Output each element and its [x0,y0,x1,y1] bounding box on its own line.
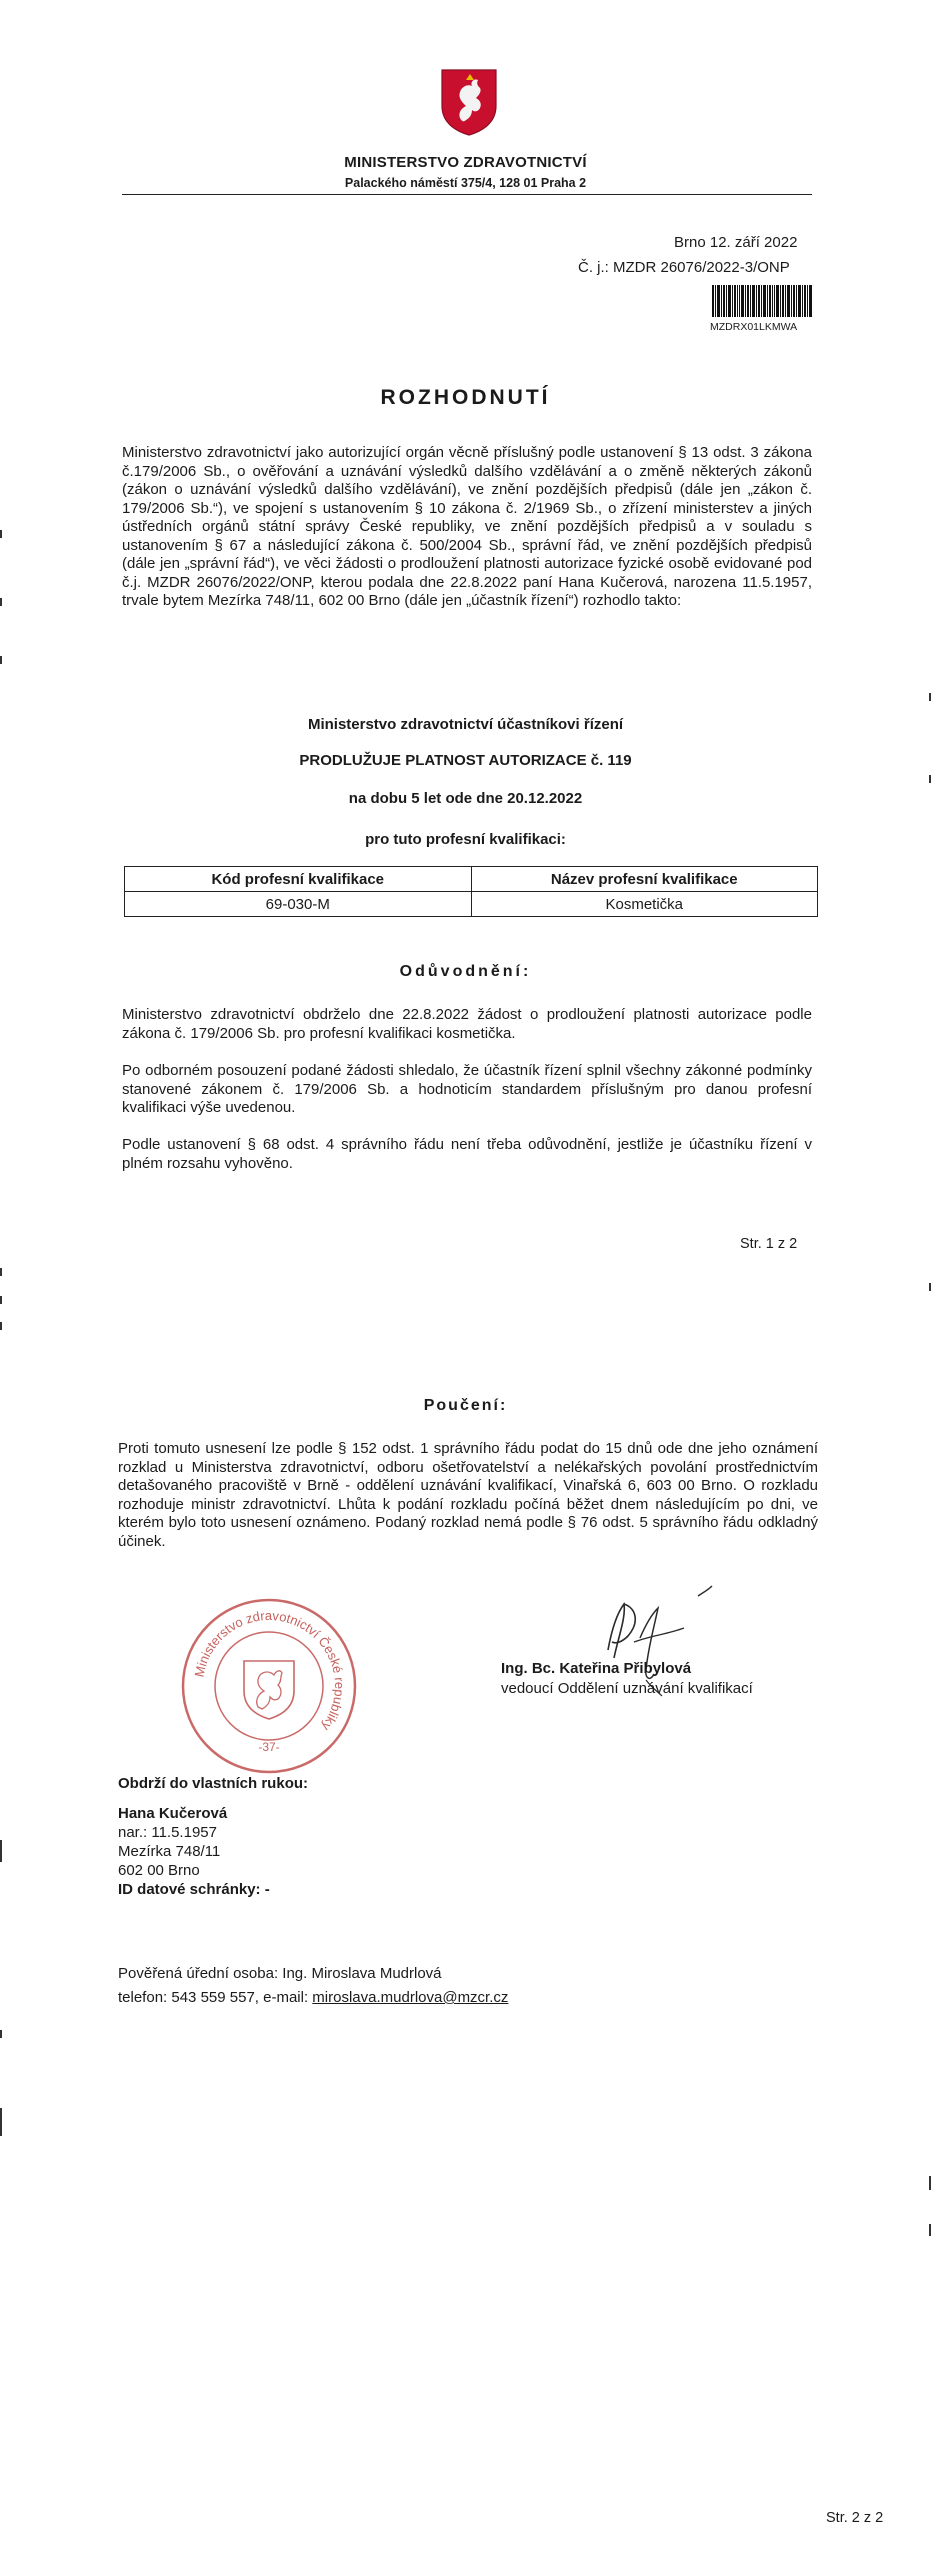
scan-mark [0,598,2,606]
official-person: Pověřená úřední osoba: Ing. Miroslava Mudrlová [118,1965,442,1982]
scan-mark [929,693,931,701]
official-phone: telefon: 543 559 557, e-mail: [118,1989,313,2006]
scan-mark [929,2176,931,2190]
recipient-heading: Obdrží do vlastních rukou: [118,1775,309,1792]
signer-name: Ing. Bc. Kateřina Přibylová [501,1660,692,1677]
scan-mark [0,656,2,664]
table-header-code: Kód profesní kvalifikace [125,867,472,892]
official-contact [118,1989,508,2006]
justification-paragraph-2: Po odborném posouzení podané žádosti shledalo, že účastník řízení splnil všechny zákonné podmínky stanovené zákonem č. 179/2006 Sb. a hodnoticím standardem příslušným pro danou profesní kvalifikaci výše uvedenou. [122,1062,812,1116]
header-divider [122,194,812,195]
official-email-link[interactable]: miroslava.mudrlova@mzcr.cz [312,1989,509,2006]
stamp-number: -37- [258,1740,280,1754]
official-stamp [178,1595,360,1777]
recipient-data-box: ID datové schránky: - [118,1881,270,1898]
qualification-name: Kosmetička [471,892,818,917]
page-number-1: Str. 1 z 2 [740,1236,798,1252]
decision-line-1: Ministerstvo zdravotnictví účastníkovi řízení [307,716,624,733]
instruction-paragraph: Proti tomuto usnesení lze podle § 152 odst. 1 správního řádu podat do 15 dnů ode dne jeho oznámení rozklad u Ministerstva zdravotnictví, odboru ošetřovatelství a nelékařských povolání prostřednictvím detašovaného pracoviště v Brně - oddělení uznávání kvalifikací, Vinařská 6, 603 00 Brno. O rozkladu rozhoduje ministr zdravotnictví. Lhůta k podání rozkladu počíná běžet dnem následujícím po dni, ve kterém bylo toto usnesení oznámeno. Podaný rozklad nemá podle § 76 odst. 5 správního řádu odkladný účinek. [118,1440,818,1550]
document-title: ROZHODNUTÍ [380,386,551,409]
signer-role: vedoucí Oddělení uznávání kvalifikací [501,1680,753,1697]
justification-heading: Odůvodnění: [399,963,532,980]
instruction-heading: Poučení: [423,1397,508,1414]
table-row [125,892,818,917]
decision-line-4: pro tuto profesní kvalifikaci: [365,831,566,848]
barcode [712,285,812,317]
scan-mark [0,1296,2,1304]
svg-text:Ministerstvo zdravotnictví Čes [192,1608,347,1734]
scan-mark [0,530,2,538]
document-date: Brno 12. září 2022 [674,234,798,251]
qualification-code: 69-030-M [125,892,472,917]
qualification-table [124,866,818,917]
ministry-address: Palackého náměstí 375/4, 128 01 Praha 2 [344,176,587,190]
scan-mark [0,1840,2,1862]
scan-mark [929,1283,931,1291]
scan-mark [929,775,931,783]
table-header-row [125,867,818,892]
decision-line-3: na dobu 5 let ode dne 20.12.2022 [348,790,583,807]
reference-number: Č. j.: MZDR 26076/2022-3/ONP [578,259,790,276]
state-emblem-icon [440,68,498,136]
intro-paragraph: Ministerstvo zdravotnictví jako autorizující orgán věcně příslušný podle ustanovení § 13 odst. 3 zákona č.179/2006 Sb., o ověřování a uznávání výsledků dalšího vzdělávání a o změně některých zákonů (zákon o uznávání výsledků dalšího vzdělávání), ve znění pozdějších předpisů (dále jen „zákon č. 179/2006 Sb.“), ve spojení s ustanovením § 10 zákona č. 2/1969 Sb., o zřízení ministerstev a jiných ústředních orgánů státní správy České republiky, ve znění pozdějších předpisů a v souladu s ustanovením § 67 a následující zákona č. 500/2004 Sb., správní řád, ve znění pozdějších předpisů (dále jen „správní řád“), ve věci žádosti o prodloužení platnosti autorizace fyzické osobě evidované pod č.j. MZDR 26076/2022/ONP, kterou podala dne 22.8.2022 paní Hana Kučerová, narozena 11.5.1957, trvale bytem Mezírka 748/11, 602 00 Brno (dále jen „účastník řízení“) rozhodlo takto: [122,444,812,609]
scan-mark [0,1268,2,1276]
scan-mark [0,2030,2,2038]
recipient-city: 602 00 Brno [118,1862,200,1879]
justification-paragraph-3: Podle ustanovení § 68 odst. 4 správního řádu není třeba odůvodnění, jestliže je účastníku řízení v plném rozsahu vyhověno. [122,1136,812,1172]
decision-line-2: PRODLUŽUJE PLATNOST AUTORIZACE č. 119 [299,752,632,769]
barcode-label: MZDRX01LKMWA [710,321,798,333]
recipient-name: Hana Kučerová [118,1805,228,1822]
table-header-name: Název profesní kvalifikace [471,867,818,892]
recipient-street: Mezírka 748/11 [118,1843,221,1860]
page-number-2: Str. 2 z 2 [826,2510,884,2526]
stamp-text: Ministerstvo zdravotnictví České republiky [191,1607,348,1734]
justification-paragraph-1: Ministerstvo zdravotnictví obdrželo dne 22.8.2022 žádost o prodloužení platnosti autorizace podle zákona č. 179/2006 Sb. pro profesní kvalifikaci kosmetička. [122,1006,812,1042]
scan-mark [0,2108,2,2136]
scan-mark [0,1322,2,1330]
recipient-birth: nar.: 11.5.1957 [118,1824,217,1841]
ministry-name: MINISTERSTVO ZDRAVOTNICTVÍ [344,154,587,171]
scan-mark [929,2224,931,2236]
